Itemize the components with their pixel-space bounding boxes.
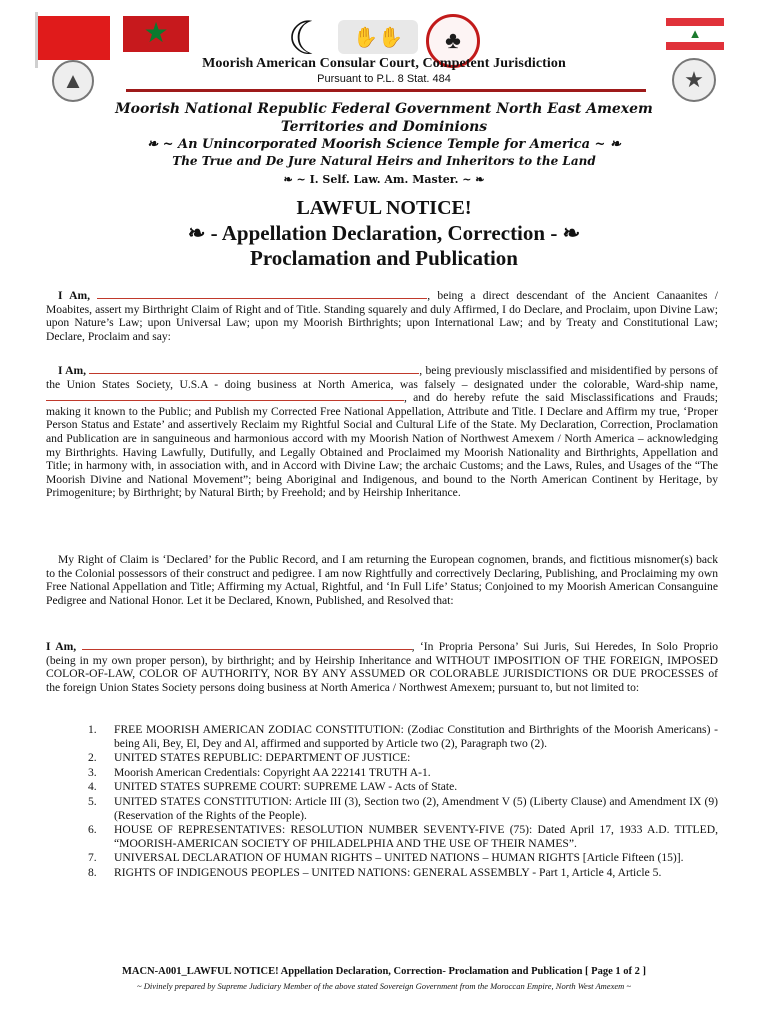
name-blank-field[interactable] <box>82 640 412 650</box>
territories-line: Territories and Dominions <box>280 119 488 135</box>
i-am-lead: I Am, <box>58 289 91 302</box>
paragraph-3-text: My Right of Claim is ‘Declared’ for the Public Record, and I am returning the European cognomen, brands, and fictitious misnomer(s) back to the Colonial possessors of their construct and pedigree. I am now Rightfully and correctively Declaring, Publishing, and Proclaiming my own Free National Appellation and Title; Affirming my Actual, Rightful, and ‘In Full Life’ Status; Conjoined to my Moorish American Consanguine Pedigree and National Honor. Let it be Declared, Known, Published, and Resolved that: <box>46 553 718 607</box>
temple-line: ❧ ~ An Unincorporated Moorish Science Temple for America ~ ❧ <box>147 137 621 152</box>
paragraph-2-text-a: , being previously misclassified and misidentified by persons of the Union States Society, U.S.A - doing business at North America, was falsely – designated under the colorable, Ward-ship name, <box>46 364 718 391</box>
paragraph-3 <box>46 553 718 607</box>
preparer-note: ~ Divinely prepared by Supreme Judiciary Member of the above stated Sovereign Government from the Moroccan Empire, North West Amexem ~ <box>137 981 631 991</box>
lebanese-flag-icon: ▲ <box>666 18 724 50</box>
government-line: Moorish National Republic Federal Government North East Amexem <box>115 101 653 117</box>
heirs-line: The True and De Jure Natural Heirs and Inheritors to the Land <box>172 154 596 168</box>
eagle-seal-icon: ★ <box>672 58 716 102</box>
paragraph-2-text-b: , and do hereby refute the said Misclassifications and Frauds; making it known to the Public; and Publish my Corrected Free National Appellation, Attribute and Title. I Declare and Affirm my true, ‘Proper Person Status and Estate’ and assertively Reclaim my Rightful Social and Cultural Life of the State. My Declaration, Correction, Proclamation and Publication are in sanguineous and harmonious accord with my Moorish Nation of Northwest Amexem / North America – acknowledging my Birthrights. Having Lawfully, Dutifully, and Legally Obtained and Proclaimed my Moorish Nationality and Birthrights, Appellation and Title; in harmony with, in association with, and in Accord with Divine Law; the archaic Customs; and the Laws, Rules, and Usages of the “The Moorish Divine and National Movement”; being Aboriginal and Indigenous, and bound to the North American Continent by Heritage, by Primogeniture; by Birthright; by Natural Birth; by Freehold; and by Heirship Inheritance. <box>46 391 718 500</box>
i-am-lead: I Am, <box>46 640 77 653</box>
paragraph-1-text: , being a direct descendant of the Ancient Canaanites / Moabites, assert my Birthright Claim of Right and of Title. Standing squarely and duly Affirmed, I do Declare, and Proclaim, upon Divine Law; upon Nature’s Law; upon Universal Law; upon my Moorish Birthrights; upon International Law; and by Treaty and Constitutional Law; Declare, Proclaim and say: <box>46 289 718 343</box>
notice-subtitle: ❧ - Appellation Declaration, Correction - ❧ <box>187 221 581 245</box>
notice-subtitle-2: Proclamation and Publication <box>250 246 518 270</box>
pyramid-seal-icon: ▲ <box>52 60 94 102</box>
page-footer: MACN-A001_LAWFUL NOTICE! Appellation Declaration, Correction- Proclamation and Publication [ Page 1 of 2 ] <box>121 966 646 977</box>
court-name: Moorish American Consular Court, Competent Jurisdiction <box>202 56 566 71</box>
name-blank-field[interactable] <box>89 364 419 374</box>
handshake-icon: ✋✋ <box>338 20 418 54</box>
name-blank-field[interactable] <box>97 289 427 299</box>
court-header <box>0 56 768 85</box>
red-flag-icon <box>38 16 110 60</box>
header-divider <box>126 89 646 92</box>
list-item: 8. RIGHTS OF INDIGENOUS PEOPLES – UNITED NATIONS: GENERAL ASSEMBLY - Part 1, Article 4, Article 5. <box>88 865 662 879</box>
list-item: 6. HOUSE OF REPRESENTATIVES: RESOLUTION NUMBER SEVENTY-FIVE (75): Dated April 17, 1933 A.D. TITLED, “MOORISH-AMERICAN SOCIETY OF PHILADELPHIA AND THE USE OF THEIR NAMES”. <box>88 823 718 850</box>
paragraph-4 <box>46 640 718 694</box>
motto-line: ❧ ~ I. Self. Law. Am. Master. ~ ❧ <box>283 173 485 186</box>
list-item: 7. UNIVERSAL DECLARATION OF HUMAN RIGHTS – UNITED NATIONS – HUMAN RIGHTS [Article Fifteen (15)]. <box>88 851 684 865</box>
i-am-lead: I Am, <box>58 364 87 377</box>
paragraph-4-text: , ‘In Propria Persona’ Sui Juris, Sui Heredes, In Solo Proprio (being in my own proper person), by birthright; and by Heirship Inheritance and WITHOUT IMPOSITION OF THE FOREIGN, IMPOSED COLOR-OF-LAW, COLOR OF AUTHORITY, NOR BY ANY ASSUMED OR COLORABLE JURISDICTIONS OR DUE PROCESSES of the foreign Union States Society persons doing business at North America / Northwest Amexem; pursuant to, but not limited to: <box>46 640 718 694</box>
tree-seal-icon: ♣ <box>426 14 480 68</box>
authority-list <box>88 723 718 881</box>
paragraph-1 <box>46 289 718 343</box>
moroccan-flag-icon: ★ <box>123 16 189 52</box>
list-item: 1. FREE MOORISH AMERICAN ZODIAC CONSTITUTION: (Zodiac Constitution and Birthrights of the Moorish Americans) - being Ali, Bey, El, Dey and Al, affirmed and supported by Article two (2), Paragraph two (2). <box>88 723 718 750</box>
list-item: 5. UNITED STATES CONSTITUTION: Article III (3), Section two (2), Amendment V (5) (Liberty Clause) and Amendment IX (9) (Reservation of the Rights of the People). <box>88 794 718 822</box>
crescent-icon: ☾ <box>287 13 329 64</box>
notice-title: LAWFUL NOTICE! <box>296 197 472 219</box>
pursuant-line: Pursuant to P.L. 8 Stat. 484 <box>317 73 451 85</box>
list-item: 3. Moorish American Credentials: Copyright AA 222141 TRUTH A-1. <box>88 765 431 779</box>
list-item: 2. UNITED STATES REPUBLIC: DEPARTMENT OF JUSTICE: <box>88 751 411 765</box>
wardship-name-blank-field[interactable] <box>46 391 404 401</box>
list-item: 4. UNITED STATES SUPREME COURT: SUPREME LAW - Acts of State. <box>88 780 458 794</box>
paragraph-2 <box>46 364 718 500</box>
